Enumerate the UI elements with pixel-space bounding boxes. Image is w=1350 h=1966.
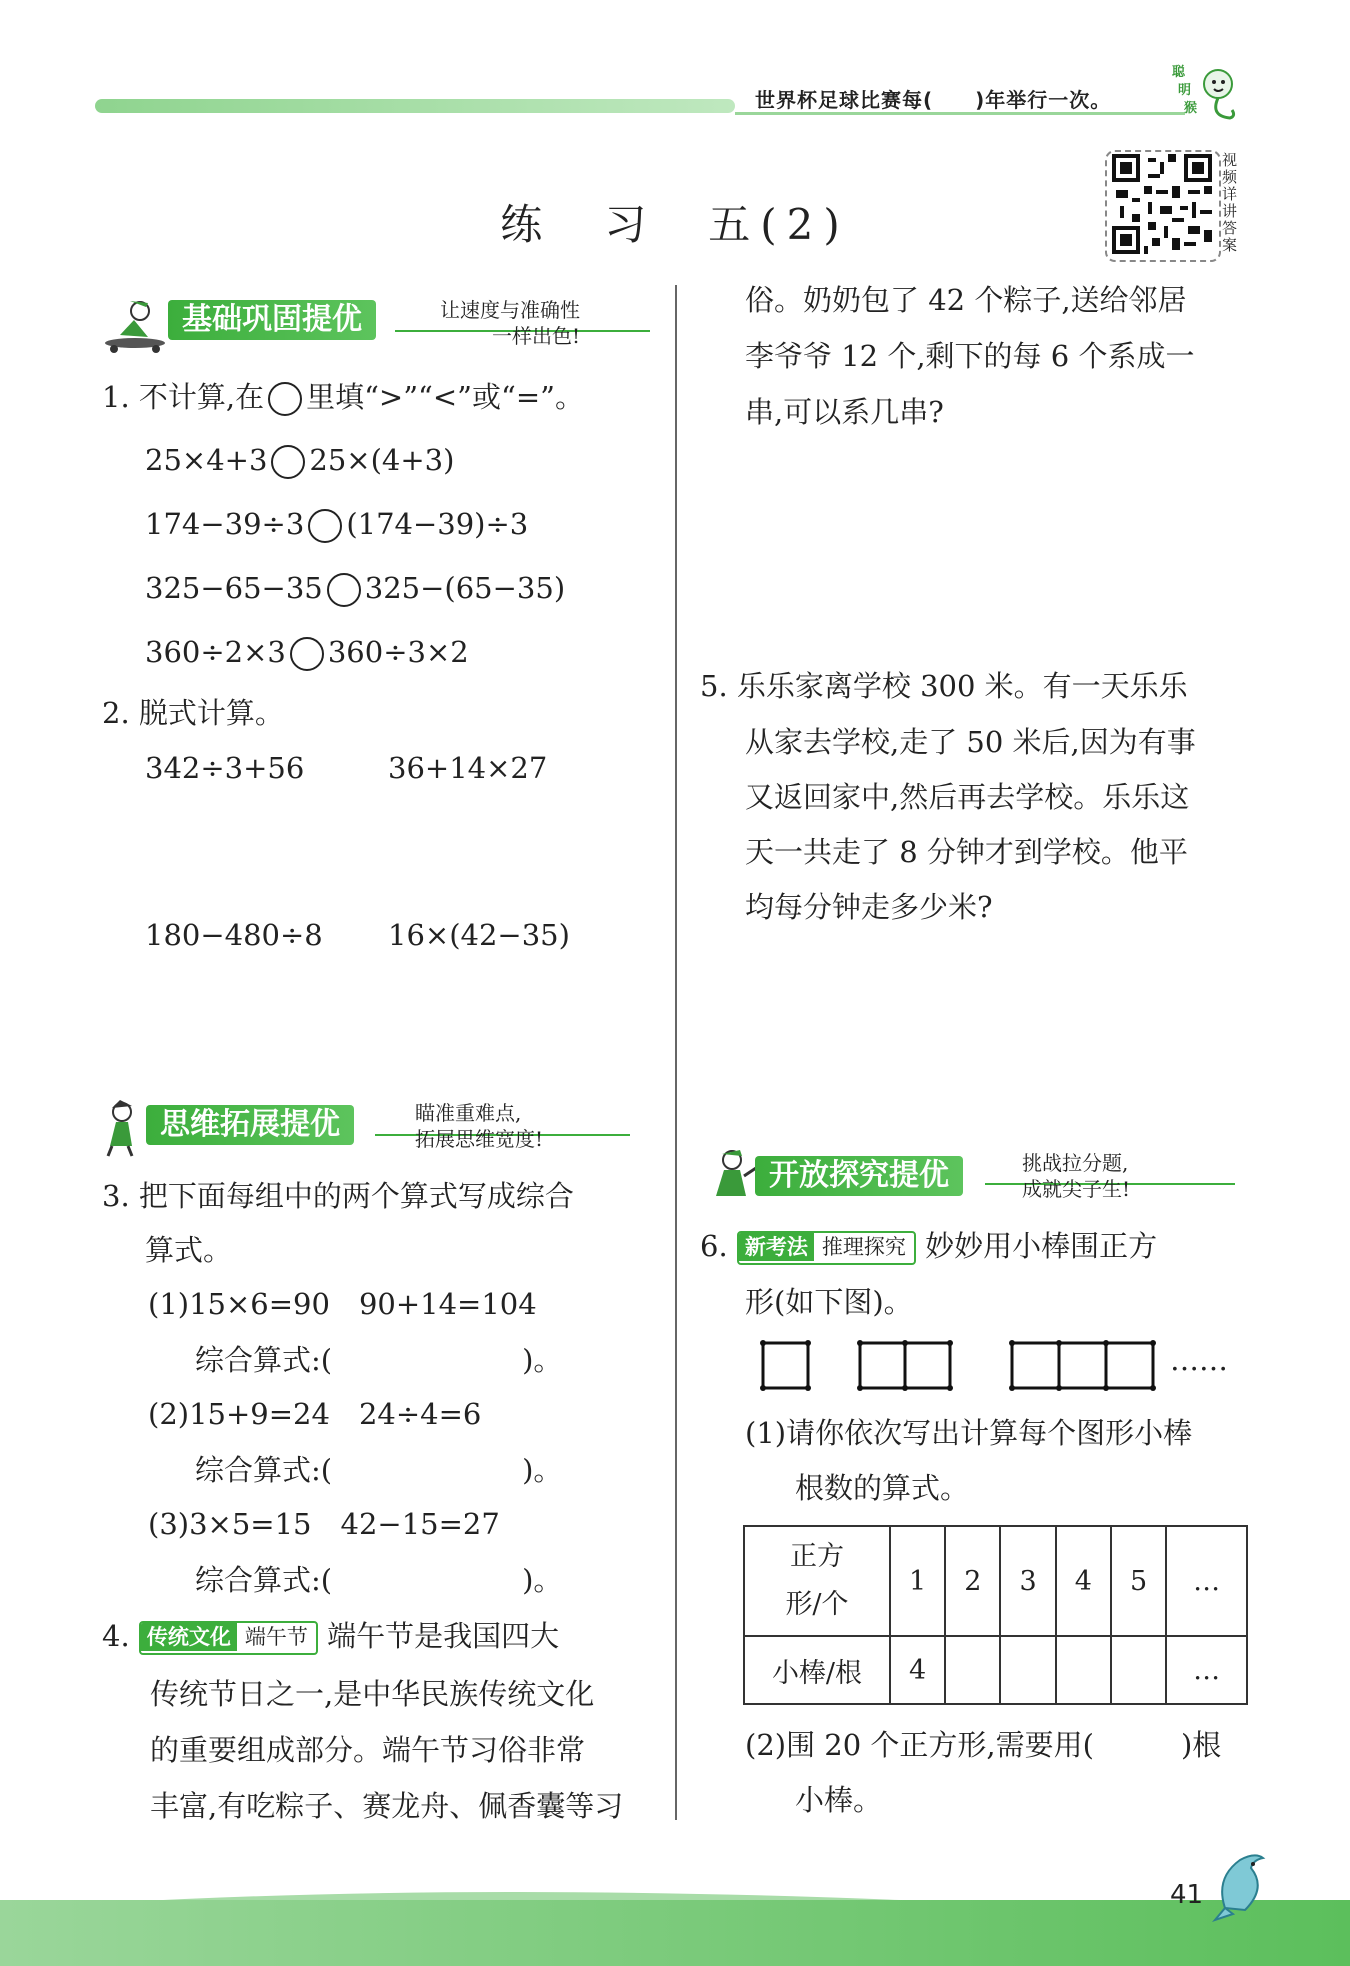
square-figure-3a — [1012, 1343, 1059, 1388]
tag-traditional-culture: 传统文化 端午节 — [139, 1621, 318, 1655]
table-cell: 3 — [1000, 1526, 1055, 1636]
question-2-prompt: 2. 脱式计算。 — [102, 696, 284, 730]
q1-row: 25×4+3 25×(4+3) — [145, 443, 455, 477]
q2-expression: 180−480÷8 — [145, 918, 323, 952]
q4-text-line: 串,可以系几串? — [745, 395, 944, 429]
section-slogan-open: 挑战拉分题, 成就尖子生! — [1022, 1151, 1131, 1201]
q5-text-line: 又返回家中,然后再去学校。乐乐这 — [745, 780, 1190, 814]
footer-bar — [0, 1900, 1350, 1966]
squares-table — [743, 1525, 1248, 1705]
table-cell-answer[interactable] — [945, 1636, 1000, 1704]
mascot-text: 聪 — [1172, 65, 1186, 80]
tag-new-method: 新考法 推理探究 — [737, 1231, 916, 1265]
q6-sub1: (1)请你依次写出计算每个图形小棒 — [745, 1416, 1193, 1450]
page-title: 练 习 五(2) — [500, 200, 850, 249]
question-3-prompt: 3. 把下面每组中的两个算式写成综合 — [102, 1179, 574, 1213]
square-figure-2a — [860, 1343, 905, 1388]
section-slogan-extend: 瞄准重难点, 拓展思维宽度! — [415, 1101, 544, 1151]
q6-text-line: 形(如下图)。 — [745, 1285, 913, 1319]
q6-sub1-cont: 根数的算式。 — [795, 1471, 970, 1505]
q4-text-line: 的重要组成部分。端午节习俗非常 — [150, 1733, 586, 1767]
q2-expression: 342÷3+56 — [145, 751, 305, 785]
q4-text-line: 李爷爷 12 个,剩下的每 6 个系成一 — [745, 339, 1195, 373]
q2-expression: 16×(42−35) — [388, 918, 570, 952]
q3-answer-line[interactable]: 综合算式:( )。 — [195, 1563, 563, 1597]
table-row — [744, 1636, 1247, 1704]
dolphin-icon — [1205, 1848, 1275, 1928]
q1-row: 174−39÷3 (174−39)÷3 — [145, 507, 529, 541]
q3-answer-line[interactable]: 综合算式:( )。 — [195, 1453, 563, 1487]
answer-circle[interactable] — [308, 509, 342, 543]
table-header-sticks: 小棒/根 — [744, 1636, 890, 1704]
page-number: 41 — [1170, 1880, 1204, 1910]
question-6-prompt: 6. 新考法 推理探究 妙妙用小棒围正方 — [700, 1229, 1158, 1263]
table-header-squares: 正方 形/个 — [744, 1526, 890, 1636]
table-cell: 4 — [890, 1636, 945, 1704]
table-cell: … — [1166, 1526, 1247, 1636]
q2-expression: 36+14×27 — [388, 751, 548, 785]
q6-sub2: (2)围 20 个正方形,需要用( )根 — [745, 1728, 1222, 1762]
table-cell: 5 — [1111, 1526, 1166, 1636]
section-banner-extend: 思维拓展提优 — [146, 1105, 354, 1145]
question-4-prompt: 4. 传统文化 端午节 端午节是我国四大 — [102, 1619, 560, 1653]
square-figure-3c — [1106, 1343, 1153, 1388]
sequence-ellipsis: …… — [1170, 1343, 1228, 1377]
section-banner-basic: 基础巩固提优 — [168, 300, 376, 340]
square-figure-1 — [763, 1343, 808, 1388]
answer-circle[interactable] — [268, 382, 302, 416]
header-bar — [95, 99, 735, 113]
q6-sub2-cont: 小棒。 — [795, 1783, 883, 1817]
q5-text-line: 从家去学校,走了 50 米后,因为有事 — [745, 725, 1196, 759]
question-5-prompt: 5. 乐乐家离学校 300 米。有一天乐乐 — [700, 669, 1188, 703]
table-cell: 1 — [890, 1526, 945, 1636]
column-divider — [675, 285, 677, 1820]
table-cell-answer[interactable] — [1056, 1636, 1111, 1704]
q3-answer-line[interactable]: 综合算式:( )。 — [195, 1343, 563, 1377]
table-cell-answer[interactable] — [1000, 1636, 1055, 1704]
stick-squares-figure — [755, 1335, 1235, 1395]
table-cell: 4 — [1056, 1526, 1111, 1636]
section-slogan-basic: 让速度与准确性 一样出色! — [440, 298, 580, 348]
svg-text:猴: 猴 — [1184, 101, 1198, 116]
answer-circle[interactable] — [290, 637, 324, 671]
q5-text-line: 均每分钟走多少米? — [745, 890, 993, 924]
kid-skateboard-icon — [100, 295, 170, 355]
monkey-mascot-icon — [1170, 58, 1240, 122]
square-figure-2b — [905, 1343, 950, 1388]
square-figure-3b — [1059, 1343, 1106, 1388]
q4-text-line: 丰富,有吃粽子、赛龙舟、佩香囊等习 — [150, 1789, 624, 1823]
q3-group: (3)3×5=15 42−15=27 — [148, 1507, 500, 1541]
answer-circle[interactable] — [327, 573, 361, 607]
answer-circle[interactable] — [271, 445, 305, 479]
question-1-prompt: 1. 不计算,在 里填“>”“<”或“=”。 — [102, 380, 584, 414]
q3-group: (1)15×6=90 90+14=104 — [148, 1287, 537, 1321]
q4-text-line: 传统节日之一,是中华民族传统文化 — [150, 1677, 595, 1711]
table-cell-answer[interactable] — [1111, 1636, 1166, 1704]
table-row — [744, 1526, 1247, 1636]
question-3-prompt-cont: 算式。 — [145, 1233, 233, 1267]
q1-row: 360÷2×3 360÷3×2 — [145, 635, 469, 669]
svg-text:明: 明 — [1178, 83, 1192, 98]
table-cell: … — [1166, 1636, 1247, 1704]
qr-caption: 视频详讲答案 — [1222, 151, 1238, 254]
q1-row: 325−65−35 325−(65−35) — [145, 571, 566, 605]
q3-group: (2)15+9=24 24÷4=6 — [148, 1397, 482, 1431]
header-trivia: 世界杯足球比赛每( )年举行一次。 — [755, 88, 1112, 112]
q4-text-line: 俗。奶奶包了 42 个粽子,送给邻居 — [745, 283, 1187, 317]
q5-text-line: 天一共走了 8 分钟才到学校。他平 — [745, 835, 1188, 869]
table-cell: 2 — [945, 1526, 1000, 1636]
section-banner-open: 开放探究提优 — [755, 1156, 963, 1196]
